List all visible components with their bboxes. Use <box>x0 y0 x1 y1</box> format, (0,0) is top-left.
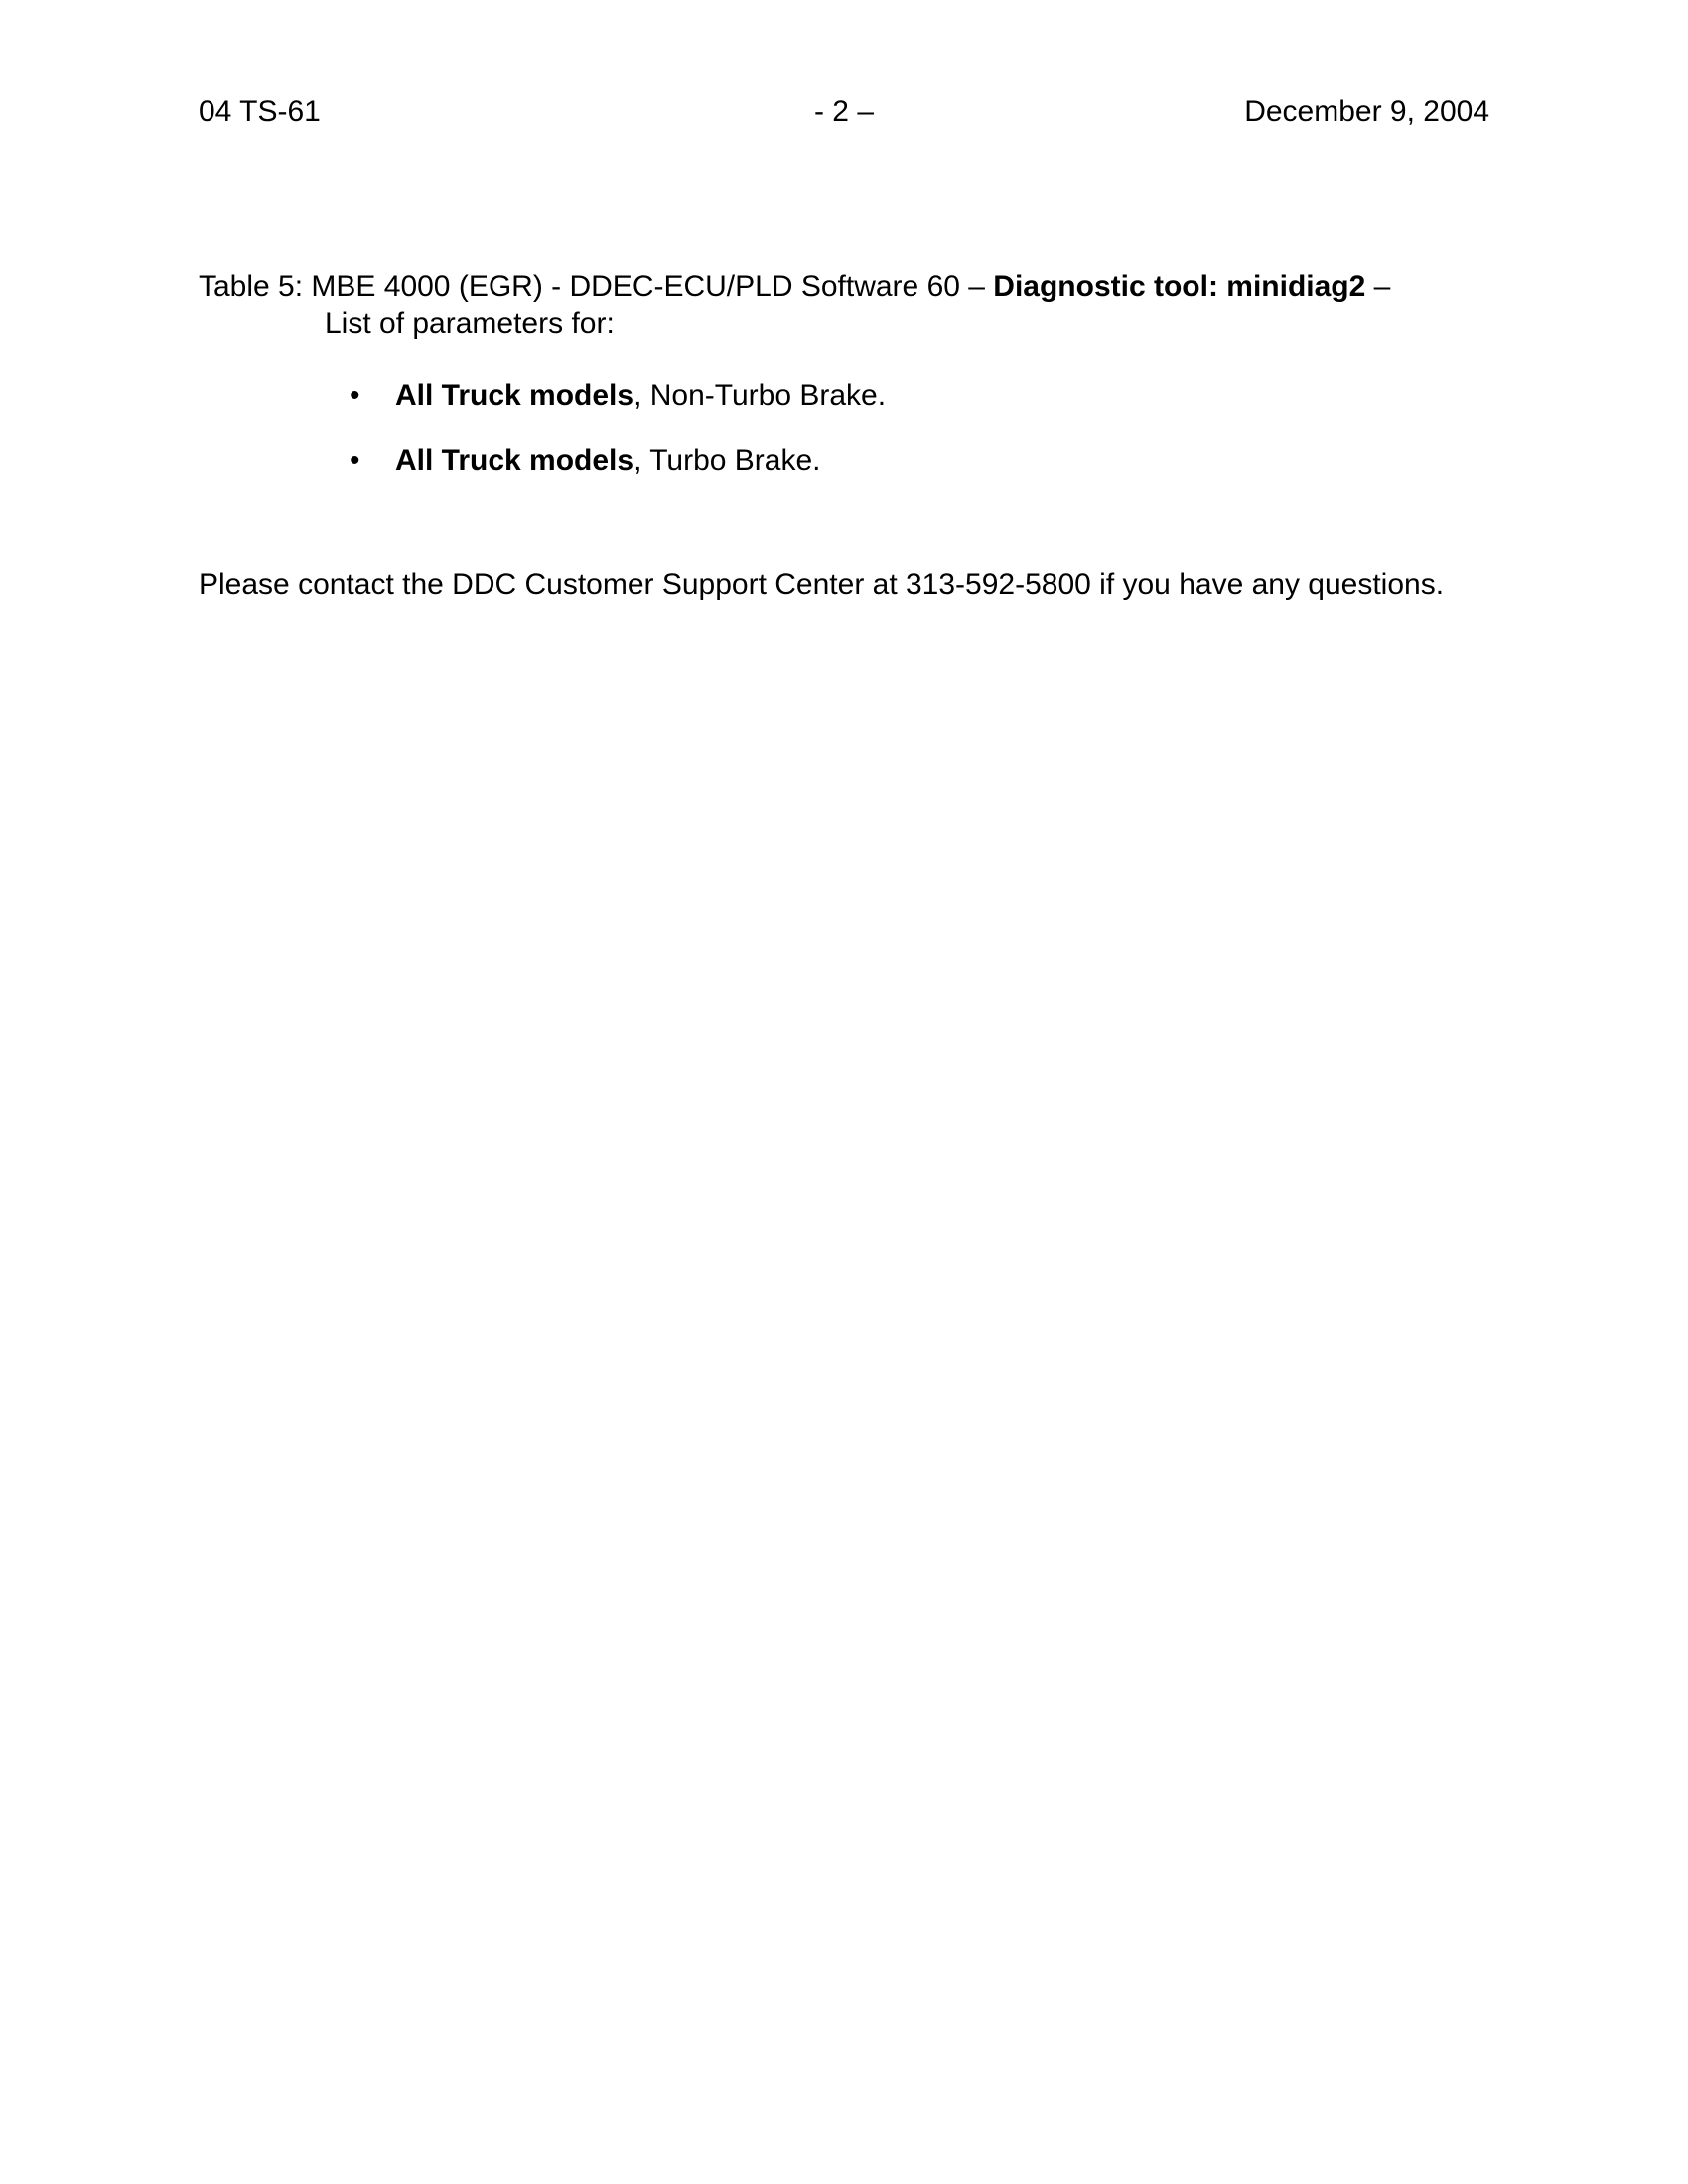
list-item-turbo-brake <box>350 443 821 478</box>
table-caption-bold: Diagnostic tool: minidiag2 <box>993 270 1366 303</box>
list-item-rest-text: , Non-Turbo Brake. <box>633 379 887 412</box>
list-item-bold-text: All Truck models <box>395 444 634 477</box>
list-item-rest-text: , Turbo Brake. <box>633 444 821 477</box>
bullet-icon: • <box>350 379 360 412</box>
list-item-non-turbo-brake <box>350 378 886 414</box>
table-caption-prefix: Table 5: MBE 4000 (EGR) - DDEC-ECU/PLD Software 60 – <box>199 270 994 303</box>
table-caption-line1 <box>199 269 1390 305</box>
contact-paragraph: Please contact the DDC Customer Support Center at 313-592-5800 if you have any questions. <box>199 568 1445 601</box>
list-item-bold-text: All Truck models <box>395 379 634 412</box>
table-caption-suffix: – <box>1365 270 1391 303</box>
page-header <box>199 94 1489 130</box>
header-page-number: - 2 – <box>813 95 875 128</box>
header-date: December 9, 2004 <box>1244 95 1489 128</box>
table-caption-line2: List of parameters for: <box>325 307 615 340</box>
list-item-text <box>395 378 886 414</box>
list-item-text <box>395 443 821 478</box>
header-doc-number: 04 TS-61 <box>199 95 321 128</box>
bullet-icon: • <box>350 444 360 477</box>
